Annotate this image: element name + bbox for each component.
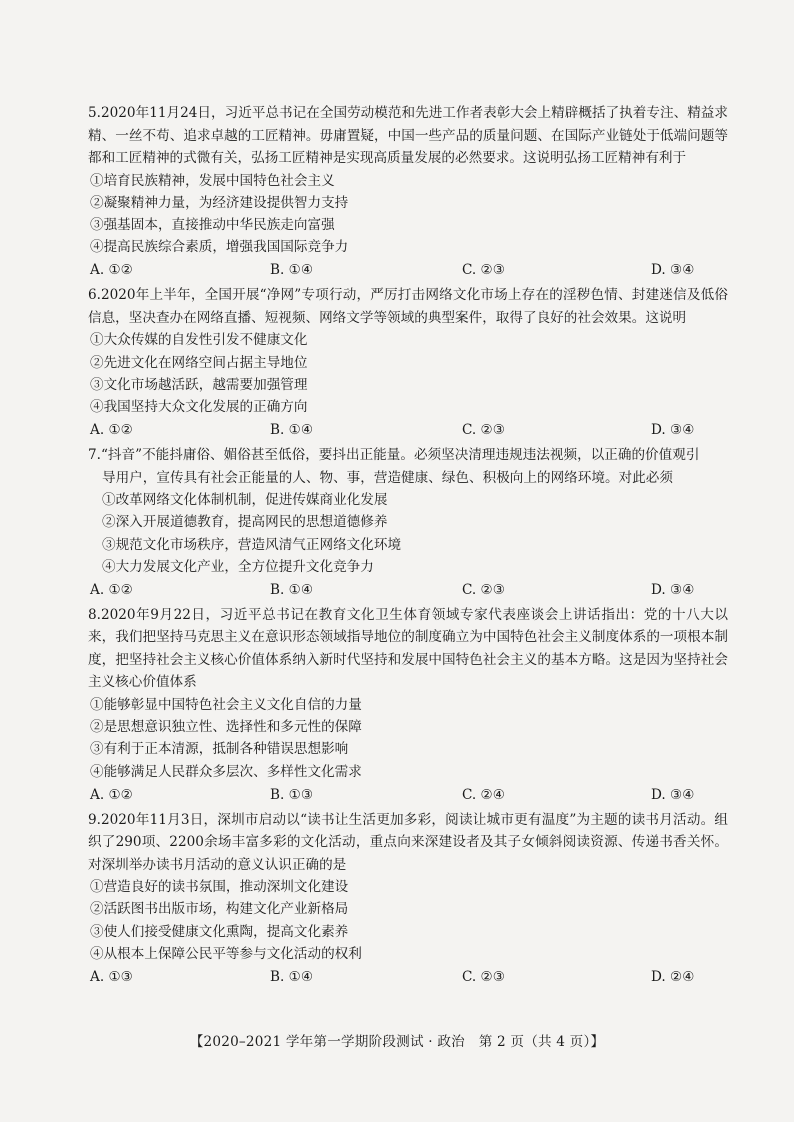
option-item: ①大众传媒的自发性引发不健康文化 — [90, 332, 308, 349]
choice-a: A. ①② — [90, 422, 133, 439]
choice-b: B. ①④ — [270, 581, 314, 598]
question-8 — [88, 604, 728, 807]
question-text: “抖音”不能抖庸俗、媚俗甚至低俗，要抖出正能量。必须坚决清理违规违法视频，以正确的价值观引 — [100, 447, 700, 464]
option-item: ②先进文化在网络空间占据主导地位 — [90, 354, 308, 371]
page-footer: 【2020–2021 学年第一学期阶段测试 · 政治 第 2 页（共 4 页）】 — [189, 1034, 605, 1050]
option-item: ②凝聚精神力量，为经济建设提供智力支持 — [90, 194, 349, 211]
choice-c: C. ②③ — [462, 262, 505, 279]
option-item: ④从根本上保障公民平等参与文化活动的权利 — [90, 945, 362, 962]
question-text: 2020年上半年，全国开展“净网”专项行动，严厉打击网络文化市场上存在的淫秽色情、封建迷信及低俗信息，坚决查办在网络直播、短视频、网络文学等领域的典型案件，取得了良好的社会效果。这说明 — [88, 287, 728, 326]
choice-b: B. ①④ — [270, 262, 314, 279]
option-item: ①营造良好的读书氛围，推动深圳文化建设 — [90, 879, 349, 896]
question-text: 2020年9月22日，习近平总书记在教育文化卫生体育领域专家代表座谈会上讲话指出：党的十八大以来，我们把坚持马克思主义在意识形态领域指导地位的制度确立为中国特色社会主义制度体系的一项根本制度，把坚持社会主义核心价值体系纳入新时代坚持和发展中国特色社会主义的基本方略。这是因为坚持社会主义核心价值体系 — [88, 606, 728, 691]
question-number: 5. — [88, 105, 101, 121]
option-item: ③规范文化市场秩序，营造风清气正网络文化环境 — [102, 536, 402, 553]
option-item: ①能够彰显中国特色社会主义文化自信的力量 — [90, 696, 362, 713]
option-item: ④大力发展文化产业，全方位提升文化竞争力 — [102, 558, 374, 575]
option-item: ③强基固本，直接推动中华民族走向富强 — [90, 216, 335, 233]
option-item: ①培育民族精神，发展中国特色社会主义 — [90, 172, 335, 189]
answer-choices — [88, 783, 728, 807]
question-6 — [88, 284, 728, 442]
choice-d: D. ③④ — [651, 786, 695, 803]
answer-choices — [88, 578, 728, 602]
choice-d: D. ②④ — [651, 969, 695, 986]
choice-c: C. ②③ — [462, 581, 505, 598]
option-item: ④我国坚持大众文化发展的正确方向 — [90, 398, 308, 415]
choice-a: A. ①② — [90, 262, 133, 279]
choice-b: B. ①③ — [270, 786, 314, 803]
question-number: 7. — [88, 447, 101, 464]
question-number: 8. — [88, 606, 101, 623]
choice-d: D. ③④ — [651, 262, 695, 279]
option-item: ④提高民族综合素质，增强我国国际竞争力 — [90, 239, 349, 256]
choice-b: B. ①④ — [270, 969, 314, 986]
option-item: ②深入开展道德教育，提高网民的思想道德修养 — [102, 514, 388, 531]
question-stem — [88, 284, 728, 329]
question-number: 6. — [88, 287, 101, 304]
choice-a: A. ①③ — [90, 969, 133, 986]
option-item: ③有利于正本清源，抵制各种错误思想影响 — [90, 741, 349, 758]
question-list — [88, 102, 728, 991]
question-text: 2020年11月3日，深圳市启动以“读书让生活更加多彩，阅读让城市更有温度”为主题的读书月活动。组织了290项、2200余场丰富多彩的文化活动，重点向来深建设者及其子女倾斜阅读资源、传递书香关怀。对深圳举办读书月活动的意义认识正确的是 — [88, 811, 728, 873]
answer-choices — [88, 258, 728, 282]
question-text: 2020年11月24日，习近平总书记在全国劳动模范和先进工作者表彰大会上精辟概括了执着专注、精益求精、一丝不苟、追求卓越的工匠精神。毋庸置疑，中国一些产品的质量问题、在国际产业链处于低端问题等都和工匠精神的式微有关，弘扬工匠精神是实现高质量发展的必然要求。这说明弘扬工匠精神有利于 — [88, 105, 728, 166]
choice-c: C. ②④ — [462, 786, 505, 803]
question-stem — [88, 604, 728, 694]
choice-a: A. ①② — [90, 581, 133, 598]
option-item: ③文化市场越活跃，越需要加强管理 — [90, 376, 308, 393]
question-5 — [88, 102, 728, 282]
answer-choices — [88, 418, 728, 442]
option-item: ②活跃图书出版市场，构建文化产业新格局 — [90, 901, 349, 918]
question-text-continued: 导用户，宣传具有社会正能量的人、物、事，营造健康、绿色、积极向上的网络环境。对此必须 — [102, 469, 673, 486]
question-stem — [88, 809, 728, 877]
option-item: ④能够满足人民群众多层次、多样性文化需求 — [90, 763, 362, 780]
choice-c: C. ②③ — [462, 969, 505, 986]
question-number: 9. — [88, 811, 101, 828]
choice-d: D. ③④ — [651, 581, 695, 598]
question-7 — [88, 444, 728, 602]
choice-a: A. ①② — [90, 786, 133, 803]
question-stem — [88, 102, 728, 170]
question-9 — [88, 809, 728, 989]
option-item: ③使人们接受健康文化熏陶，提高文化素养 — [90, 923, 349, 940]
question-stem — [88, 444, 728, 489]
answer-choices — [88, 965, 728, 989]
choice-d: D. ③④ — [651, 422, 695, 439]
option-item: ①改革网络文化体制机制，促进传媒商业化发展 — [102, 492, 388, 509]
choice-c: C. ②③ — [462, 422, 505, 439]
choice-b: B. ①④ — [270, 422, 314, 439]
option-item: ②是思想意识独立性、选择性和多元性的保障 — [90, 719, 362, 736]
